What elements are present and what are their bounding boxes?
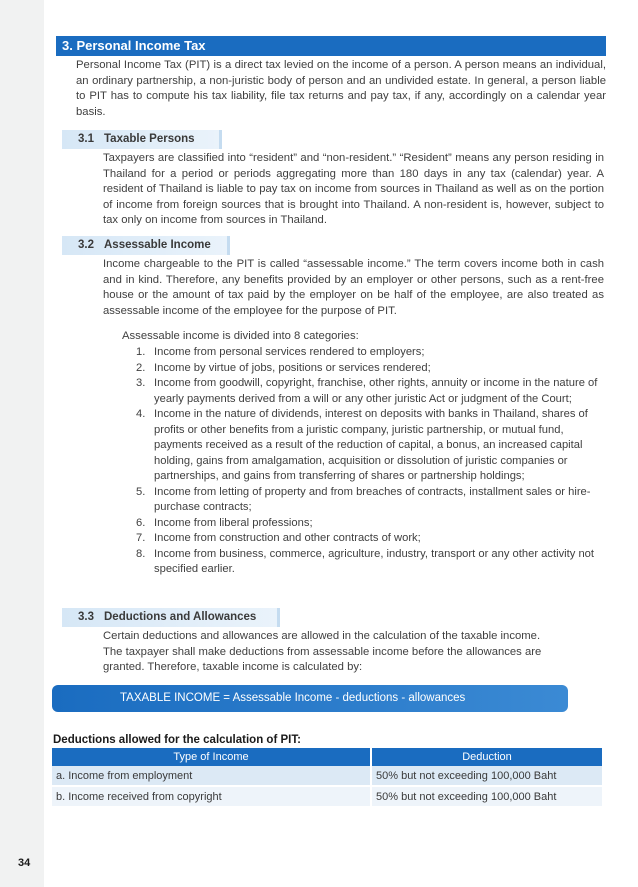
list-item xyxy=(130,485,605,516)
categories-list xyxy=(130,345,605,578)
list-item xyxy=(130,376,605,407)
list-item-number: 5. xyxy=(136,485,146,498)
subsection-number: 3.1 xyxy=(78,133,94,145)
subsection-title: Taxable Persons xyxy=(104,133,195,145)
table-header-row xyxy=(52,748,603,766)
page-number: 34 xyxy=(18,857,31,869)
list-item-text: Income in the nature of dividends, interest on deposits with banks in Thailand, shares of profits or other benefits from a juristic company, juristic partnership, or mutual fund, payments received as a result of the reduction of capital, a bonus, an increased capital holding, gains from amalgamation, acquisition or dissolution of juristic companies or partnerships, and gains from transferring of shares or partnership holdings; xyxy=(154,408,588,482)
list-item-number: 7. xyxy=(136,532,146,544)
list-item xyxy=(130,516,605,532)
categories-intro: Assessable income is divided into 8 categories: xyxy=(122,330,359,342)
list-item-number: 8. xyxy=(136,547,146,560)
list-item xyxy=(130,547,605,578)
section-intro: Personal Income Tax (PIT) is a direct tax levied on the income of a person. A person means an individual, an ordinary partnership, a non-juristic body of person and an undivided estate. In general, a person liable to PIT has to compute his tax liability, file tax returns and pay tax, if any, accordingly on a calendar year basis. xyxy=(76,59,606,118)
list-item xyxy=(130,531,605,547)
list-item-text: Income from liberal professions; xyxy=(154,516,313,529)
table-row xyxy=(52,786,603,807)
subsection-number: 3.3 xyxy=(78,611,94,623)
subsection-header-deductions xyxy=(62,608,280,627)
column-header-type: Type of Income xyxy=(52,748,371,766)
list-item-number: 4. xyxy=(136,408,146,420)
subsection-header-taxable-persons xyxy=(62,130,222,149)
taxable-persons-body: Taxpayers are classified into “resident” and “non-resident.” “Resident” means any person residing in Thailand for a period or periods aggregating more than 180 days in any tax (calendar) year. A resident of Thailand is liable to pay tax on income from sources in Thailand as well as on the portion of income from foreign sources that is brought into Thailand. A non-resident is, however, subject to tax only on income from sources in Thailand. xyxy=(103,152,604,226)
taxable-income-formula: TAXABLE INCOME = Assessable Income - deductions - allowances xyxy=(52,685,568,712)
list-item-number: 1. xyxy=(136,346,146,358)
deductions-table-title: Deductions allowed for the calculation of PIT: xyxy=(53,734,301,746)
subsection-title: Deductions and Allowances xyxy=(104,611,257,623)
list-item-number: 3. xyxy=(136,377,146,389)
list-item-text: Income from construction and other contracts of work; xyxy=(154,532,421,544)
table-cell: a. Income from employment xyxy=(52,766,371,786)
list-item-text: Income from letting of property and from breaches of contracts, installment sales or hire-purchase contracts; xyxy=(154,485,591,513)
deductions-body: Certain deductions and allowances are allowed in the calculation of the taxable income. The taxpayer shall make deductions from assessable income before the allowances are granted. Therefore, taxable income is calculated by: xyxy=(103,630,542,673)
list-item xyxy=(130,345,605,361)
list-item xyxy=(130,361,605,377)
list-item-number: 6. xyxy=(136,516,146,529)
left-margin-strip xyxy=(0,0,44,887)
list-item xyxy=(130,407,605,485)
table-cell: 50% but not exceeding 100,000 Baht xyxy=(371,786,603,807)
table-row xyxy=(52,766,603,786)
subsection-number: 3.2 xyxy=(78,239,94,251)
subsection-header-assessable-income xyxy=(62,236,230,255)
list-item-text: Income from goodwill, copyright, franchise, other rights, annuity or income in the nature of yearly payments derived from a will or any other juristic Act or judgment of the Court; xyxy=(154,377,598,405)
column-header-deduction: Deduction xyxy=(371,748,603,766)
subsection-title: Assessable Income xyxy=(104,239,211,251)
section-title: 3. Personal Income Tax xyxy=(56,36,606,56)
list-item-text: Income from business, commerce, agriculture, industry, transport or any other activity not specified earlier. xyxy=(154,547,595,575)
assessable-income-body: Income chargeable to the PIT is called “assessable income.” The term covers income both in cash and in kind. Therefore, any benefits provided by an employer or other persons, such as a rent-free house or the amount of tax paid by the employer on be half of the employee, are also treated as assessable income of the employee for the purpose of PIT. xyxy=(103,258,604,317)
list-item-text: Income by virtue of jobs, positions or services rendered; xyxy=(154,361,431,374)
list-item-text: Income from personal services rendered to employers; xyxy=(154,346,425,358)
table-cell: 50% but not exceeding 100,000 Baht xyxy=(371,766,603,786)
list-item-number: 2. xyxy=(136,361,146,374)
table-cell: b. Income received from copyright xyxy=(52,786,371,807)
deductions-table xyxy=(52,748,604,808)
